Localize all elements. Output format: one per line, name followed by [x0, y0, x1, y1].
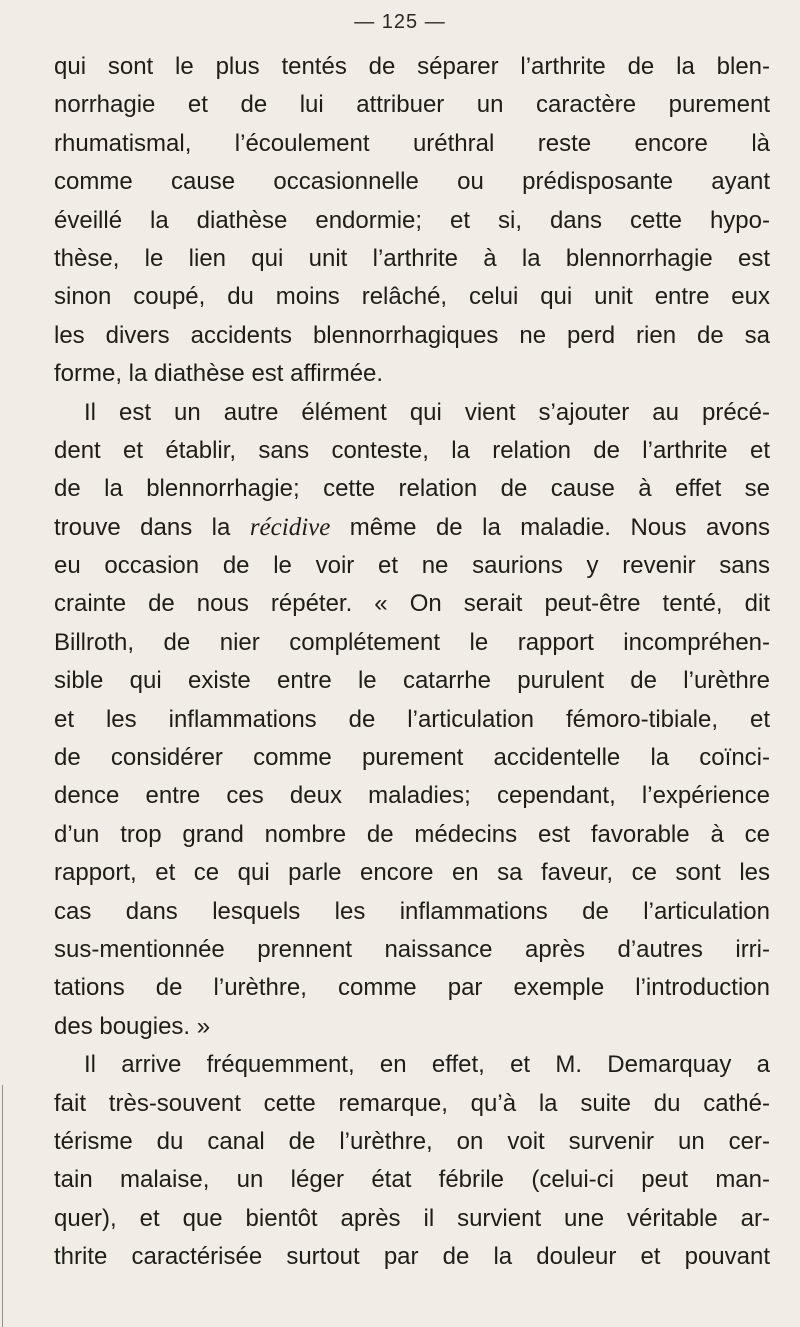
text-line: crainte de nous répéter. « On serait peut-être tenté, dit [54, 590, 770, 618]
body-text [54, 48, 770, 1277]
text-line: et les inflammations de l’articulation fémoro-tibiale, et [54, 705, 770, 733]
text-line: cas dans lesquels les inflammations de l’articulation [54, 897, 770, 925]
italic-term-recidive: récidive [249, 513, 331, 541]
text-line: sible qui existe entre le catarrhe purulent de l’urèthre [54, 667, 770, 695]
text-line: qui sont le plus tentés de séparer l’arthrite de la blen- [54, 53, 770, 80]
text-line: rhumatismal, l’écoulement uréthral reste encore là [54, 129, 770, 157]
text-line: les divers accidents blennorrhagiques ne perd rien de sa [54, 321, 770, 349]
text-line: rapport, et ce qui parle encore en sa faveur, ce sont les [54, 859, 770, 887]
text-line: des bougies. » [54, 1012, 211, 1040]
page-number-text: — 125 — [354, 11, 446, 33]
text-line: térisme du canal de l’urèthre, on voit survenir un cer- [54, 1127, 770, 1155]
text-line: dence entre ces deux maladies; cependant, l’expérience [54, 782, 770, 810]
text-line: comme cause occasionnelle ou prédisposante ayant [54, 168, 770, 196]
text-line: quer), et que bientôt après il survient une véritable ar- [54, 1204, 770, 1232]
text-segment: trouve dans la [54, 513, 250, 541]
text-segment: même de la maladie. Nous avons [330, 513, 770, 541]
text-line: dent et établir, sans conteste, la relation de l’arthrite et [54, 436, 770, 464]
paragraph-2 [54, 394, 770, 1047]
text-line: Il est un autre élément qui vient s’ajouter au précé- [84, 398, 770, 426]
text-line: forme, la diathèse est affirmée. [54, 360, 384, 388]
text-line: tations de l’urèthre, comme par exemple l’introduction [54, 974, 770, 1002]
text-line: sus-mentionnée prennent naissance après d’autres irri- [54, 935, 770, 963]
paragraph-3 [54, 1046, 770, 1276]
text-line: Billroth, de nier complétement le rapport incompréhen- [54, 628, 770, 656]
text-line: de considérer comme purement accidentelle la coïnci- [54, 744, 770, 772]
text-line: thrite caractérisée surtout par de la douleur et pouvant [54, 1243, 770, 1271]
text-line: fait très-souvent cette remarque, qu’à la suite du cathé- [54, 1089, 770, 1117]
text-line: de la blennorrhagie; cette relation de cause à effet se [54, 475, 770, 503]
text-line: tain malaise, un léger état fébrile (celui-ci peut man- [54, 1166, 770, 1194]
paragraph-1 [54, 48, 770, 394]
text-line: d’un trop grand nombre de médecins est favorable à ce [54, 820, 770, 848]
text-line: Il arrive fréquemment, en effet, et M. Demarquay a [84, 1051, 770, 1079]
text-line: thèse, le lien qui unit l’arthrite à la blennorrhagie est [54, 244, 770, 272]
page-edge-line [2, 1085, 3, 1327]
text-line-with-italic [54, 509, 770, 547]
text-line: sinon coupé, du moins relâché, celui qui unit entre eux [54, 283, 770, 311]
text-line: norrhagie et de lui attribuer un caractère purement [54, 91, 770, 119]
text-line: éveillé la diathèse endormie; et si, dans cette hypo- [54, 206, 770, 234]
text-line: eu occasion de le voir et ne saurions y revenir sans [54, 552, 770, 580]
page-number [0, 10, 800, 34]
